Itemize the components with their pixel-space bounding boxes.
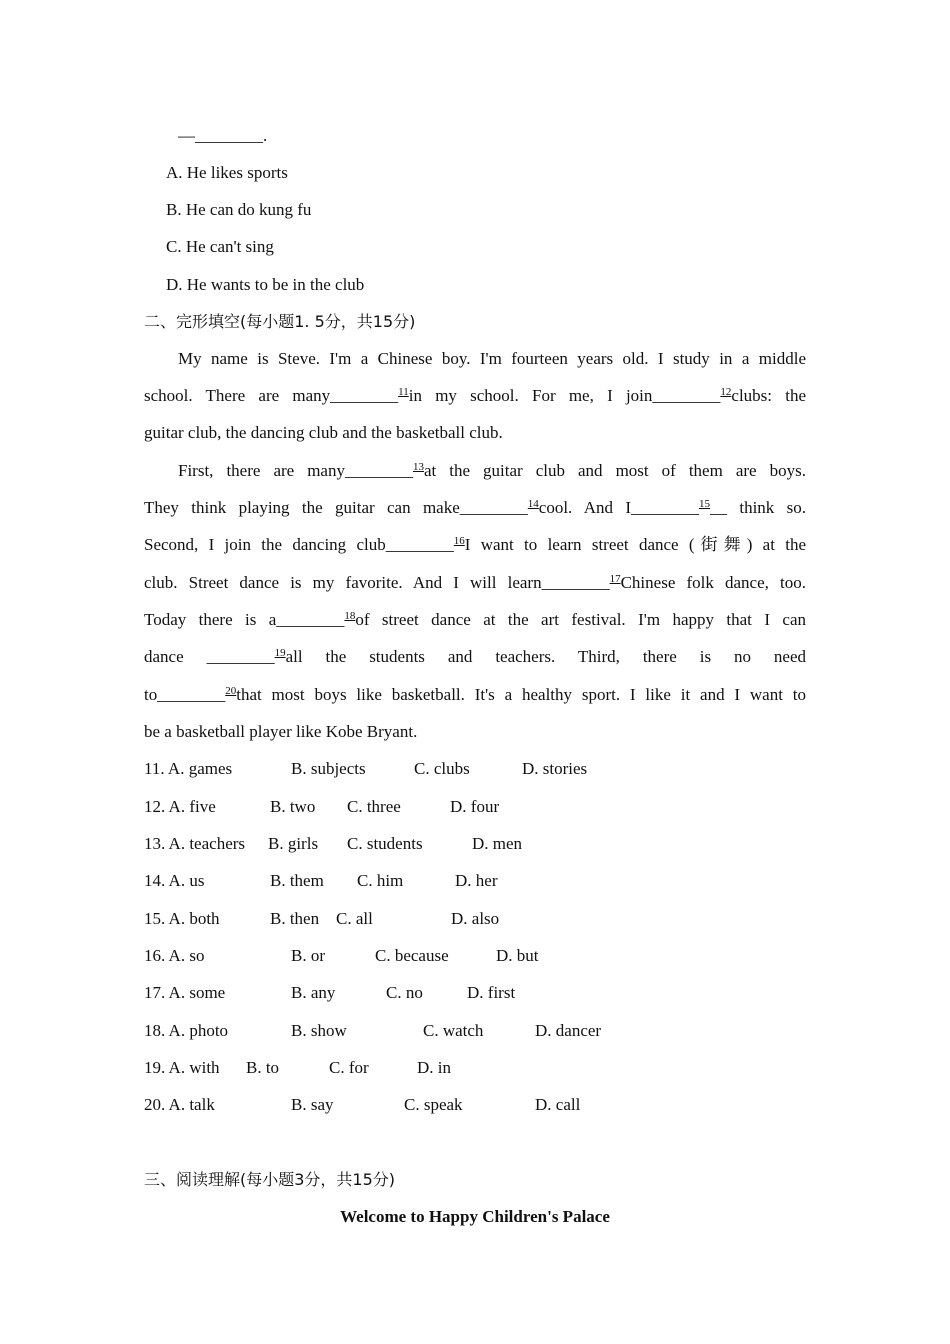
passage-line bbox=[144, 684, 806, 706]
text-segment: clubs: the bbox=[731, 386, 807, 405]
question-option-d: D. in bbox=[417, 1058, 451, 1077]
question-option-c: C. speak bbox=[404, 1095, 463, 1114]
question-option-b: B. then bbox=[270, 909, 320, 928]
question-option-b: B. to bbox=[246, 1058, 280, 1077]
blank-number: 11 bbox=[398, 386, 409, 398]
option-c: C. He can't sing bbox=[166, 237, 274, 256]
text-segment: dance ________ bbox=[144, 647, 275, 666]
text-segment: at the guitar club and most of them are boys. bbox=[423, 461, 806, 480]
question-option-a: 14. A. us bbox=[144, 871, 205, 890]
question-option-a: 19. A. with bbox=[144, 1058, 220, 1077]
passage-line bbox=[144, 534, 806, 556]
question-option-b: B. subjects bbox=[291, 759, 366, 778]
text-segment: in my school. For me, I join________ bbox=[408, 386, 721, 405]
question-option-a: 18. A. photo bbox=[144, 1021, 229, 1040]
question-option-c: C. because bbox=[375, 946, 449, 965]
passage-line: be a basketball player like Kobe Bryant. bbox=[144, 722, 418, 741]
question-option-d: D. dancer bbox=[535, 1021, 602, 1040]
passage-line: guitar club, the dancing club and the basketball club. bbox=[144, 423, 503, 442]
option-d: D. He wants to be in the club bbox=[166, 275, 365, 294]
question-option-a: 16. A. so bbox=[144, 946, 205, 965]
passage-line: My name is Steve. I'm a Chinese boy. I'm fourteen years old. I study in a middle bbox=[178, 349, 806, 368]
blank-number: 12 bbox=[720, 386, 732, 398]
question-option-d: D. first bbox=[467, 983, 516, 1002]
question-option-b: B. them bbox=[270, 871, 324, 890]
question-option-d: D. also bbox=[451, 909, 500, 928]
question-option-d: D. four bbox=[450, 797, 500, 816]
blank-number: 17 bbox=[609, 573, 621, 585]
question-option-d: D. but bbox=[496, 946, 539, 965]
text-segment: cool. And I________ bbox=[538, 498, 699, 517]
question-option-c: C. students bbox=[347, 834, 423, 853]
text-segment: school. There are many________ bbox=[144, 386, 399, 405]
passage-line bbox=[144, 385, 806, 407]
question-option-d: D. call bbox=[535, 1095, 581, 1114]
option-a: A. He likes sports bbox=[166, 163, 288, 182]
blank-number: 14 bbox=[527, 498, 539, 510]
question-option-d: D. stories bbox=[522, 759, 588, 778]
text-segment: Chinese folk dance, too. bbox=[620, 573, 807, 592]
text-segment: I want to learn street dance (街舞) at the bbox=[464, 535, 806, 554]
passage-line bbox=[178, 460, 806, 482]
section-heading-cloze: 二、完形填空(每小题1. 5分，共15分) bbox=[144, 312, 416, 331]
section-heading-reading: 三、阅读理解(每小题3分，共15分) bbox=[144, 1170, 396, 1189]
text-segment: __ think so. bbox=[710, 498, 807, 517]
text-segment: of street dance at the art festival. I'm happy that I can bbox=[355, 610, 806, 629]
question-option-b: B. or bbox=[291, 946, 325, 965]
question-option-c: C. all bbox=[336, 909, 373, 928]
question-option-a: 12. A. five bbox=[144, 797, 216, 816]
blank-number: 19 bbox=[274, 647, 286, 659]
text-segment: to________ bbox=[144, 685, 226, 704]
question-option-a: 15. A. both bbox=[144, 909, 220, 928]
question-option-b: B. two bbox=[270, 797, 316, 816]
reading-title: Welcome to Happy Children's Palace bbox=[340, 1207, 610, 1226]
question-option-b: B. show bbox=[291, 1021, 347, 1040]
question-option-b: B. say bbox=[291, 1095, 334, 1114]
question-option-c: C. no bbox=[386, 983, 423, 1002]
passage-line bbox=[144, 609, 806, 631]
blank-number: 20 bbox=[225, 685, 237, 697]
question-option-d: D. men bbox=[472, 834, 523, 853]
text-segment: all the students and teachers. Third, there is no need bbox=[285, 647, 807, 666]
blank-number: 16 bbox=[453, 535, 465, 547]
question-option-c: C. for bbox=[329, 1058, 369, 1077]
passage-line bbox=[144, 572, 806, 594]
question-option-a: 11. A. games bbox=[144, 759, 233, 778]
question-option-a: 17. A. some bbox=[144, 983, 226, 1002]
question-option-b: B. any bbox=[291, 983, 336, 1002]
answer-line: —________. bbox=[178, 126, 268, 145]
option-b: B. He can do kung fu bbox=[166, 200, 312, 219]
text-segment: Second, I join the dancing club________ bbox=[144, 535, 454, 554]
text-segment: club. Street dance is my favorite. And I will learn________ bbox=[144, 573, 610, 592]
passage-line bbox=[144, 497, 806, 519]
text-segment: Today there is a________ bbox=[144, 610, 345, 629]
blank-number: 18 bbox=[344, 610, 356, 622]
question-option-b: B. girls bbox=[268, 834, 319, 853]
blank-number: 13 bbox=[412, 461, 424, 473]
question-option-c: C. watch bbox=[423, 1021, 484, 1040]
passage-line bbox=[144, 646, 806, 668]
text-segment: First, there are many________ bbox=[178, 461, 413, 480]
question-option-a: 13. A. teachers bbox=[144, 834, 246, 853]
question-option-c: C. him bbox=[357, 871, 404, 890]
text-segment: that most boys like basketball. It's a healthy sport. I like it and I want to bbox=[236, 685, 806, 704]
question-option-c: C. three bbox=[347, 797, 401, 816]
question-option-a: 20. A. talk bbox=[144, 1095, 215, 1114]
question-option-d: D. her bbox=[455, 871, 498, 890]
question-option-c: C. clubs bbox=[414, 759, 470, 778]
blank-number: 15 bbox=[699, 498, 710, 510]
text-segment: They think playing the guitar can make________ bbox=[144, 498, 528, 517]
